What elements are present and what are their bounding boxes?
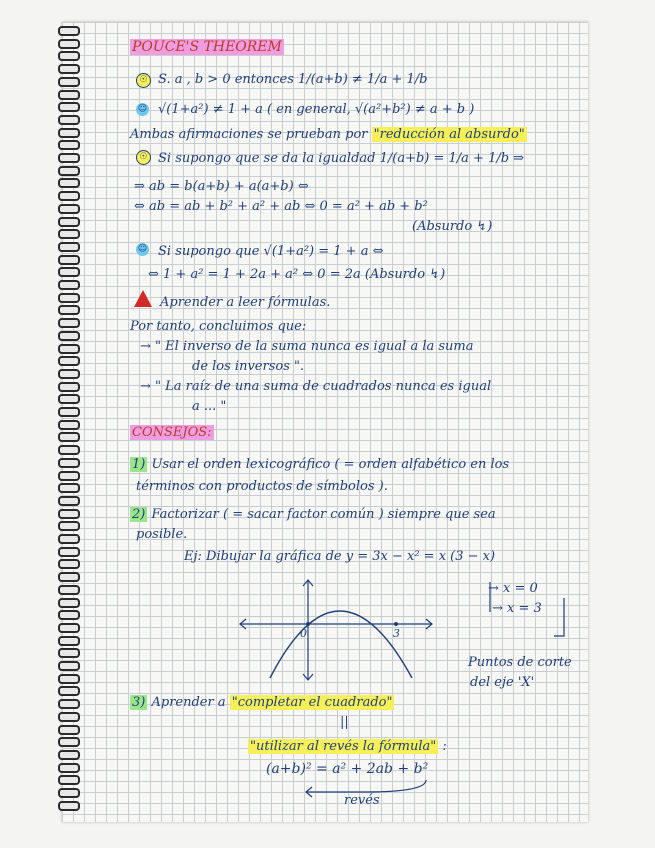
spiral-ring bbox=[58, 471, 80, 481]
spiral-ring bbox=[58, 293, 80, 303]
spiral-ring bbox=[58, 356, 80, 366]
smiley-bullet-icon: ☺ bbox=[137, 244, 148, 254]
spiral-ring bbox=[58, 178, 80, 188]
root-label-0: 0 bbox=[300, 627, 307, 640]
root-x3: → x = 3 bbox=[492, 601, 542, 616]
spiral-ring bbox=[58, 686, 80, 696]
spiral-ring bbox=[58, 166, 80, 176]
tip-2-example: Ej: Dibujar la gráfica de y = 3x − x² = x (3 − x) bbox=[184, 549, 496, 564]
proof1-line3: ⇔ ab = ab + b² + a² + ab ⇔ 0 = a² + ab + b² bbox=[134, 199, 428, 214]
tip-2-cont: posible. bbox=[136, 527, 188, 542]
spiral-ring bbox=[58, 267, 80, 277]
spiral-ring bbox=[58, 559, 80, 569]
spiral-ring bbox=[58, 788, 80, 798]
spiral-ring bbox=[58, 153, 80, 163]
root-bracket bbox=[480, 580, 570, 640]
spiral-ring bbox=[58, 623, 80, 633]
conclusion-2a: → " La raíz de una suma de cuadrados nunca es igual bbox=[140, 379, 492, 394]
spiral-ring bbox=[58, 699, 80, 709]
spiral-ring bbox=[58, 255, 80, 265]
sun-bullet-icon: ☉ bbox=[136, 73, 151, 88]
spiral-ring bbox=[58, 636, 80, 646]
spiral-ring bbox=[58, 394, 80, 404]
tip-1: 1) Usar el orden lexicográfico ( = orden alfabético en los bbox=[132, 457, 510, 472]
spiral-ring bbox=[58, 496, 80, 506]
spiral-ring bbox=[58, 280, 80, 290]
spiral-ring bbox=[58, 661, 80, 671]
spiral-ring bbox=[58, 369, 80, 379]
spiral-ring bbox=[58, 674, 80, 684]
spiral-ring bbox=[58, 331, 80, 341]
proof2-line1: Si supongo que √(1+a²) = 1 + a ⇔ bbox=[158, 244, 384, 259]
spiral-ring bbox=[58, 458, 80, 468]
spiral-ring bbox=[58, 26, 80, 36]
smiley-bullet-icon: ☺ bbox=[137, 104, 148, 114]
spiral-ring bbox=[58, 51, 80, 61]
spiral-ring bbox=[58, 204, 80, 214]
spiral-ring bbox=[58, 420, 80, 430]
spiral-ring bbox=[58, 382, 80, 392]
spiral-ring bbox=[58, 483, 80, 493]
spiral-ring bbox=[58, 585, 80, 595]
spiral-ring bbox=[58, 521, 80, 531]
conclusion-2b: a ... " bbox=[192, 399, 227, 414]
spiral-ring bbox=[58, 750, 80, 760]
spiral-ring bbox=[58, 344, 80, 354]
conclusion-intro: Por tanto, concluimos que: bbox=[130, 319, 307, 334]
spiral-ring bbox=[58, 445, 80, 455]
spiral-ring bbox=[58, 77, 80, 87]
claim-1: S. a , b > 0 entonces 1/(a+b) ≠ 1/a + 1/b bbox=[158, 72, 428, 87]
square-formula: (a+b)² = a² + 2ab + b² bbox=[266, 761, 429, 777]
parabola-sketch bbox=[236, 574, 436, 684]
tip-2: 2) Factorizar ( = sacar factor común ) siempre que sea bbox=[132, 507, 496, 522]
sun-bullet-icon: ☉ bbox=[136, 150, 151, 165]
proof-intro: Ambas afirmaciones se prueban por "reducción al absurdo" bbox=[130, 127, 525, 142]
spiral-ring bbox=[58, 534, 80, 544]
absurd-highlight: "reducción al absurdo" bbox=[373, 127, 525, 142]
proof1-line2: ⇒ ab = b(a+b) + a(a+b) ⇔ bbox=[134, 179, 309, 194]
tips-heading: CONSEJOS: bbox=[132, 425, 212, 440]
equals-sign: || bbox=[340, 715, 349, 730]
spiral-ring bbox=[58, 737, 80, 747]
parabola-curve bbox=[270, 611, 412, 678]
tip-3-formula-hint: "utilizar al revés la fórmula" : bbox=[250, 739, 447, 754]
spiral-ring bbox=[58, 39, 80, 49]
spiral-binding bbox=[58, 26, 78, 816]
spiral-ring bbox=[58, 598, 80, 608]
tip-3: 3) Aprender a "completar el cuadrado" bbox=[132, 695, 393, 710]
spiral-ring bbox=[58, 509, 80, 519]
spiral-ring bbox=[58, 90, 80, 100]
spiral-ring bbox=[58, 115, 80, 125]
page-title: POUCE'S THEOREM bbox=[132, 39, 282, 55]
cut-points-label: Puntos de corte bbox=[468, 655, 572, 670]
conclusion-1a: → " El inverso de la suma nunca es igual a la suma bbox=[140, 339, 474, 354]
conclusion-1b: de los inversos ". bbox=[192, 359, 305, 374]
spiral-ring bbox=[58, 801, 80, 811]
proof1-line1: Si supongo que se da la igualdad 1/(a+b) = 1/a + 1/b ⇒ bbox=[158, 151, 525, 166]
root-x0: → x = 0 bbox=[488, 581, 538, 596]
warning-icon bbox=[134, 290, 152, 307]
spiral-ring bbox=[58, 763, 80, 773]
spiral-ring bbox=[58, 712, 80, 722]
warning-text: Aprender a leer fórmulas. bbox=[160, 295, 331, 310]
reverse-label: revés bbox=[344, 793, 380, 808]
spiral-ring bbox=[58, 610, 80, 620]
tip-1-cont: términos con productos de símbolos ). bbox=[136, 479, 388, 494]
spiral-ring bbox=[58, 242, 80, 252]
spiral-ring bbox=[58, 407, 80, 417]
spiral-ring bbox=[58, 648, 80, 658]
spiral-ring bbox=[58, 64, 80, 74]
cut-points-label-2: del eje 'X' bbox=[470, 675, 535, 690]
spiral-ring bbox=[58, 775, 80, 785]
spiral-ring bbox=[58, 140, 80, 150]
absurd-1: (Absurdo ↯) bbox=[412, 219, 493, 234]
spiral-ring bbox=[58, 217, 80, 227]
spiral-ring bbox=[58, 432, 80, 442]
spiral-ring bbox=[58, 305, 80, 315]
spiral-ring bbox=[58, 102, 80, 112]
spiral-ring bbox=[58, 229, 80, 239]
spiral-ring bbox=[58, 128, 80, 138]
spiral-ring bbox=[58, 191, 80, 201]
spiral-ring bbox=[58, 725, 80, 735]
proof2-line2: ⇔ 1 + a² = 1 + 2a + a² ⇔ 0 = 2a (Absurdo ↯) bbox=[148, 267, 446, 282]
spiral-ring bbox=[58, 318, 80, 328]
root-label-3: 3 bbox=[393, 627, 400, 640]
spiral-ring bbox=[58, 547, 80, 557]
spiral-ring bbox=[58, 572, 80, 582]
claim-2: √(1+a²) ≠ 1 + a ( en general, √(a²+b²) ≠ a + b ) bbox=[158, 102, 475, 117]
